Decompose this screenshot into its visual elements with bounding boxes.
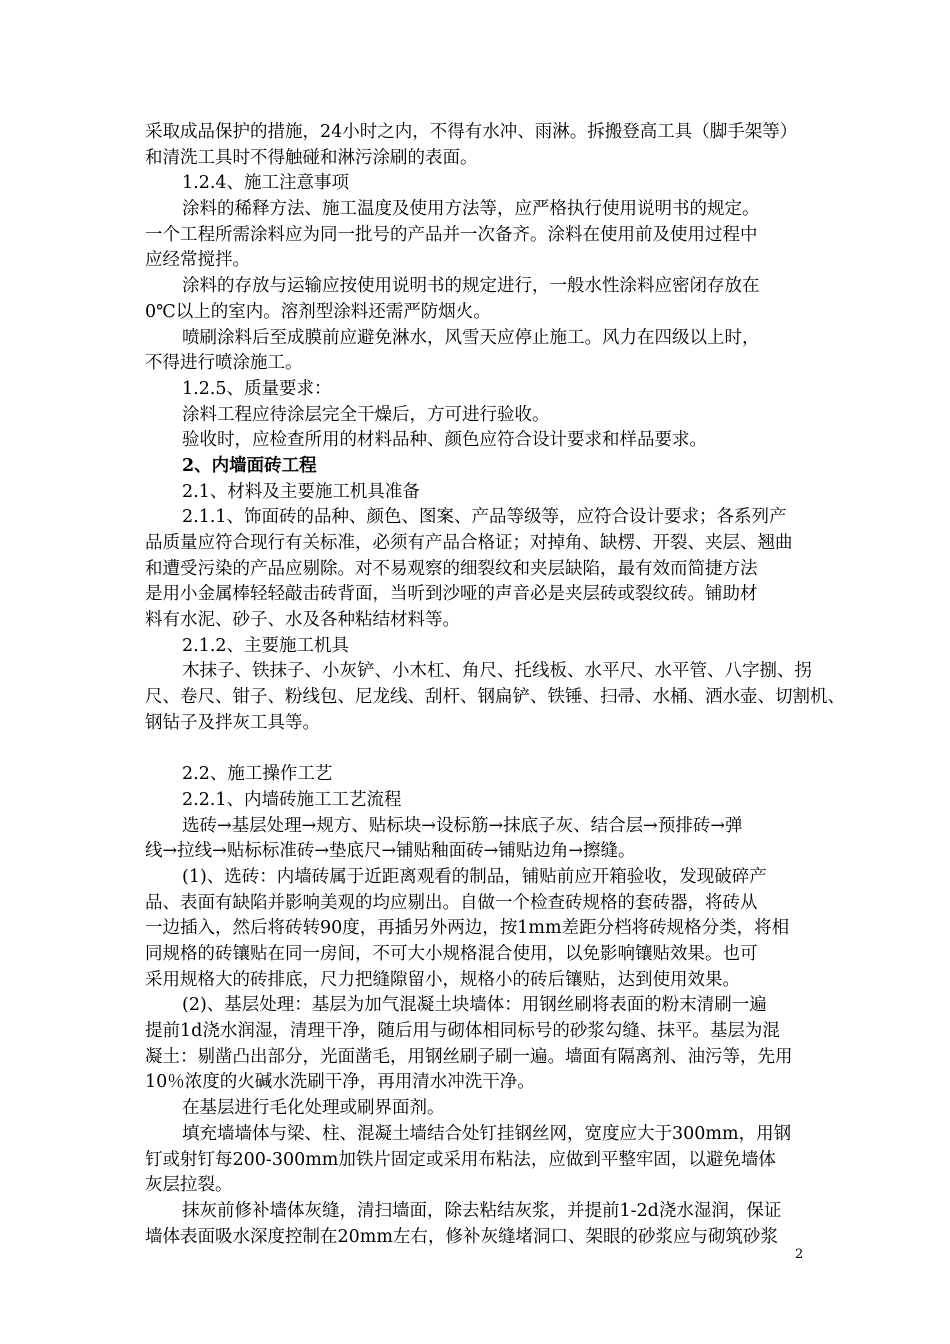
text-line: 选砖→基层处理→规方、贴标块→设标筋→抹底子灰、结合层→预排砖→弹: [182, 815, 743, 836]
text-line: 涂料工程应待涂层完全干燥后，方可进行验收。: [182, 404, 550, 425]
text-line: 品质量应符合现行有关标准，必须有产品合格证；对掉角、缺楞、开裂、夹层、翘曲: [145, 533, 793, 553]
text-line: 一个工程所需涂料应为同一批号的产品并一次备齐。涂料在使用前及使用过程中: [145, 224, 758, 245]
text-line: 和清洗工具时不得触碰和淋污涂刷的表面。: [145, 147, 478, 168]
text-line: 抹灰前修补墙体灰缝，清扫墙面，除去粘结灰浆，并提前1-2d浇水湿润，保证: [182, 1200, 782, 1221]
text-line: 和遭受污染的产品应剔除。对不易观察的细裂纹和夹层缺陷，最有效而简捷方法: [145, 558, 758, 579]
text-line: 0℃以上的室内。溶剂型涂料还需严防烟火。: [145, 301, 491, 322]
text-line: 料有水泥、砂子、水及各种粘结材料等。: [145, 610, 460, 631]
text-line: (1)、选砖：内墙砖属于近距离观看的制品，铺贴前应开箱验收，发现破碎产: [182, 866, 767, 887]
text-line: 涂料的存放与运输应按使用说明书的规定进行，一般水性涂料应密闭存放在: [182, 276, 760, 297]
text-line: 2.2.1、内墙砖施工工艺流程: [182, 789, 402, 810]
text-line: 验收时，应检查所用的材料品种、颜色应符合设计要求和样品要求。: [182, 430, 707, 451]
text-line: 1.2.5、质量要求：: [182, 378, 332, 399]
text-line: 灰层拉裂。: [145, 1175, 233, 1196]
text-line: 凝土：剔凿凸出部分，光面凿毛，用钢丝刷子刷一遍。墙面有隔离剂、油污等，先用: [145, 1046, 793, 1067]
text-line: 涂料的稀释方法、施工温度及使用方法等，应严格执行使用说明书的规定。: [182, 199, 760, 220]
text-line: 不得进行喷涂施工。: [145, 353, 303, 374]
text-line: 2.1、材料及主要施工机具准备: [182, 481, 420, 502]
text-line: 1.2.4、施工注意事项: [182, 173, 350, 194]
text-line: 喷刷涂料后至成膜前应避免淋水，风雪天应停止施工。风力在四级以上时，: [182, 327, 760, 348]
text-line: 品、表面有缺陷并影响美观的均应剔出。自做一个检查砖规格的套砖器，将砖从: [145, 892, 758, 913]
text-line: [145, 737, 825, 763]
text-line: 木抹子、铁抹子、小灰铲、小木杠、角尺、托线板、水平尺、水平管、八字捌、拐: [182, 661, 812, 682]
text-line: 采用规格大的砖排底，尺力把缝隙留小，规格小的砖后镶贴，达到使用效果。: [145, 969, 740, 990]
page-number: 2: [795, 1247, 804, 1262]
text-line: 10％浓度的火碱水洗刷干净，再用清水冲洗干净。: [145, 1072, 535, 1093]
text-line: 2.1.2、主要施工机具: [182, 635, 350, 656]
section-heading: 2、内墙面砖工程: [182, 455, 317, 476]
document-body: [145, 120, 845, 1250]
text-line: 2.1.1、饰面砖的品种、颜色、图案、产品等级等，应符合设计要求；各系列产: [182, 507, 787, 528]
text-line: 墙体表面吸水深度控制在20mm左右，修补灰缝堵洞口、架眼的砂浆应与砌筑砂浆: [145, 1226, 778, 1247]
text-line: 应经常搅拌。: [145, 250, 250, 271]
text-line: 一边插入，然后将砖转90度，再插另外两边，按1mm差距分档将砖规格分类，将相: [145, 918, 790, 939]
text-line: 2.2、施工操作工艺: [182, 764, 333, 785]
text-line: 钉或射钉每200-300mm加铁片固定或采用布粘法，应做到平整牢固，以避免墙体: [145, 1149, 776, 1170]
text-line: 尺、卷尺、钳子、粉线包、尼龙线、刮杆、钢扁铲、铁锤、扫帚、水桶、洒水壶、切割机、: [145, 687, 845, 708]
text-line: 是用小金属棒轻轻敲击砖背面，当听到沙哑的声音必是夹层砖或裂纹砖。铺助材: [145, 584, 758, 605]
text-line: 采取成品保护的措施，24小时之内，不得有水冲、雨淋。拆搬登高工具（脚手架等）: [145, 122, 798, 142]
text-line: 线→拉线→贴标标准砖→垫底尺→铺贴釉面砖→铺贴边角→擦缝。: [145, 841, 636, 862]
text-line: 同规格的砖镶贴在同一房间，不可大小规格混合使用，以免影响镶贴效果。也可: [145, 944, 758, 964]
text-line: 提前1d浇水润湿，清理干净，随后用与砌体相同标号的砂浆勾缝、抹平。基层为混: [145, 1021, 780, 1042]
text-line: 钢钻子及拌灰工具等。: [145, 712, 320, 733]
text-line: 填充墙墙体与梁、柱、混凝土墙结合处钉挂钢丝网，宽度应大于300mm，用钢: [182, 1123, 792, 1144]
text-line: (2)、基层处理：基层为加气混凝土块墙体：用钢丝刷将表面的粉末清刷一遍: [182, 995, 767, 1016]
text-line: 在基层进行毛化处理或刷界面剂。: [182, 1098, 445, 1119]
